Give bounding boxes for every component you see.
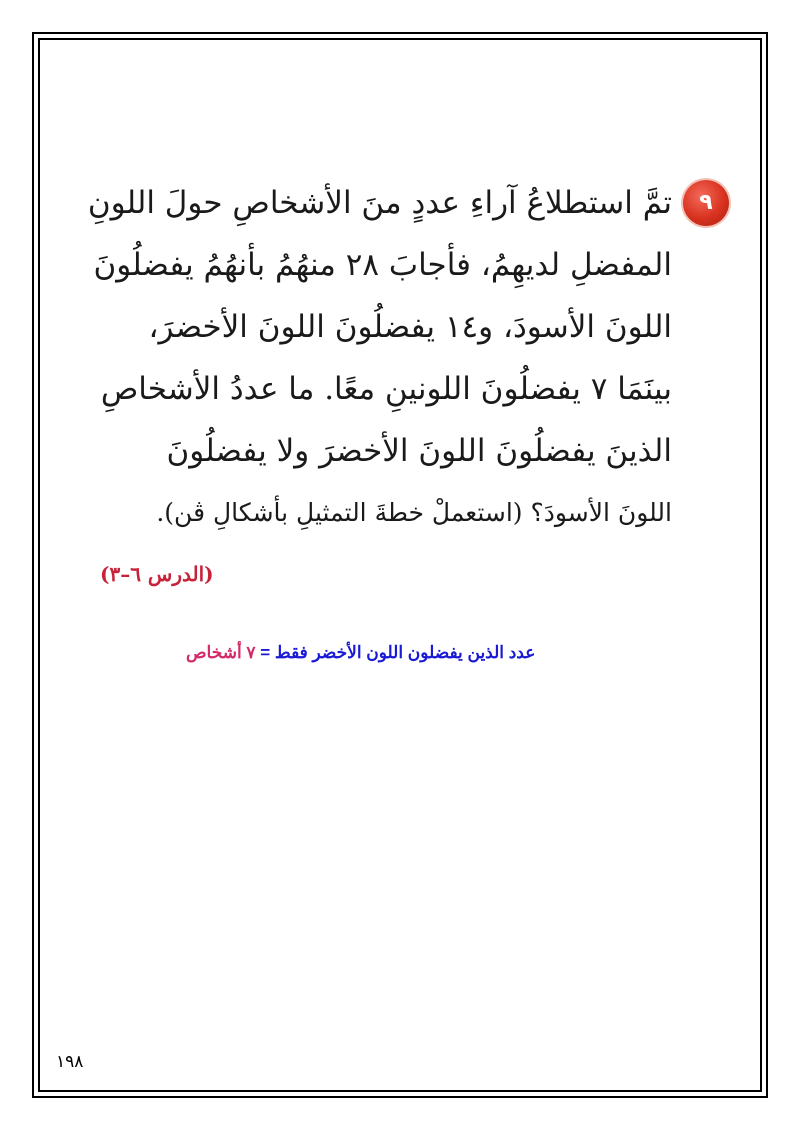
problem-line-5: الذينَ يفضلُونَ اللونَ الأخضرَ ولا يفضلُونَ xyxy=(166,433,672,469)
problem-number-badge: ٩ xyxy=(683,180,729,226)
problem-statement xyxy=(87,172,672,544)
lesson-reference: (الدرس ٦–٣) xyxy=(100,562,214,586)
answer-text: عدد الذين يفضلون اللون الأخضر فقط = xyxy=(260,643,536,662)
problem-line-6: اللونَ الأسودَ؟ (استعملْ خطةَ التمثيلِ بأشكالِ ڤن). xyxy=(156,498,672,527)
problem-line-3: اللونَ الأسودَ، و١٤ يفضلُونَ اللونَ الأخضرَ، xyxy=(148,309,672,345)
answer-value: ٧ أشخاص xyxy=(186,643,256,662)
problem-line-1: تمَّ استطلاعُ آراءِ عددٍ منَ الأشخاصِ حولَ اللونِ xyxy=(87,185,672,221)
page-number: ١٩٨ xyxy=(56,1052,84,1072)
problem-line-2: المفضلِ لديهِمُ، فأجابَ ٢٨ منهُمُ بأنهُمُ يفضلُونَ xyxy=(93,247,672,283)
problem-line-4: بينَمَا ٧ يفضلُونَ اللونينِ معًا. ما عددُ الأشخاصِ xyxy=(100,371,672,407)
answer-line xyxy=(186,643,535,663)
